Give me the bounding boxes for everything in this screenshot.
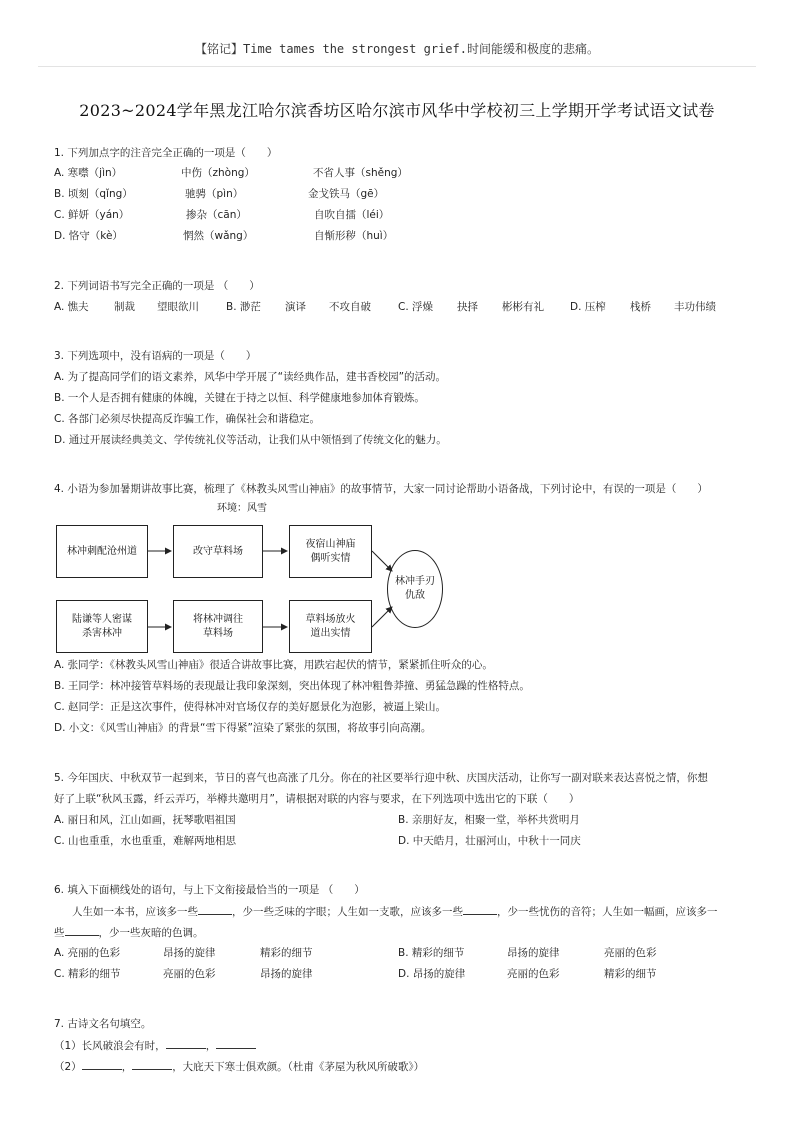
q2-item: 制裁 xyxy=(114,301,135,313)
q7-text: （2） xyxy=(54,1061,82,1073)
q2-item: D. 压榨 xyxy=(570,301,606,313)
q1-b-right: 金戈铁马（gē） xyxy=(308,188,385,200)
q1-a-left: A. 寒噤（jìn） xyxy=(54,167,123,179)
q7-text: ，大庇天下寒士俱欢颜。（杜甫《茅屋为秋风所破歌》） xyxy=(172,1061,425,1073)
q1-b-left: B. 顷刻（qǐng） xyxy=(54,188,133,200)
q2-item: B. 渺茫 xyxy=(226,301,261,313)
q6-option: 精彩的细节 xyxy=(604,968,657,980)
q6-passage-text: ，少一些忧伤的音符；人生如一幅画，应该多一 xyxy=(497,906,718,918)
flow-box-top-2: 改守草料场 xyxy=(173,525,263,578)
q3-option-c: C. 各部门必须尽快提高反诈骗工作，确保社会和谐稳定。 xyxy=(54,413,321,425)
q6-option: D. 昂扬的旋律 xyxy=(398,968,466,980)
q2-item: 抉择 xyxy=(457,301,478,313)
flow-box-top-1: 林冲刺配沧州道 xyxy=(56,525,148,578)
q7-blank-4[interactable] xyxy=(132,1059,172,1070)
q5-option-d: D. 中天皓月，壮丽河山，中秋十一同庆 xyxy=(398,835,581,847)
q4-stem: 4. 小语为参加暑期讲故事比赛，梳理了《林教头风雪山神庙》的故事情节，大家一同讨论帮助小语备战，下列讨论中，有误的一项是（ ） xyxy=(54,483,708,495)
q1-c-mid: 掺杂（cān） xyxy=(186,209,247,221)
q2-item: 丰功伟绩 xyxy=(674,301,716,313)
q6-option: 亮丽的色彩 xyxy=(604,947,657,959)
q1-a-mid: 中伤（zhòng） xyxy=(181,167,255,179)
q2-item: C. 浮燥 xyxy=(398,301,434,313)
q1-c-right: 自吹自擂（léi） xyxy=(314,209,390,221)
q6-passage-line1 xyxy=(72,904,718,919)
q6-passage-text: ，少一些乏味的字眼；人生如一支歌，应该多一些 xyxy=(232,906,463,918)
q7-text: （1）长风破浪会有时， xyxy=(54,1040,166,1052)
flow-end-oval: 林冲手刃 仇敌 xyxy=(387,550,443,628)
q7-blank-3[interactable] xyxy=(82,1059,122,1070)
q2-item: 栈桥 xyxy=(630,301,651,313)
q2-item: 演译 xyxy=(285,301,306,313)
flow-box-top-3: 夜宿山神庙 偶听实情 xyxy=(289,525,372,578)
page-title: 2023~2024学年黑龙江哈尔滨香坊区哈尔滨市风华中学校初三上学期开学考试语文试卷 xyxy=(79,101,715,120)
q7-blank-2[interactable] xyxy=(216,1038,256,1049)
q4-option-b: B. 王同学：林冲接管草料场的表现最让我印象深刻，突出体现了林冲粗鲁莽撞、勇猛急躁的性格特点。 xyxy=(54,680,530,692)
q5-option-b: B. 亲朋好友，相聚一堂，举杯共赏明月 xyxy=(398,814,580,826)
q6-stem: 6. 填入下面横线处的语句，与上下文衔接最恰当的一项是 （ ） xyxy=(54,884,365,896)
q6-blank-2[interactable] xyxy=(463,904,497,915)
q4-option-c: C. 赵同学：正是这次事件，使得林冲对官场仅存的美好愿景化为泡影，被逼上梁山。 xyxy=(54,701,447,713)
q7-blank-1[interactable] xyxy=(166,1038,206,1049)
header-divider xyxy=(38,66,756,67)
q2-stem: 2. 下列词语书写完全正确的一项是 （ ） xyxy=(54,280,260,292)
q7-line1 xyxy=(54,1038,256,1053)
q5-stem-line1: 5. 今年国庆、中秋双节一起到来，节日的喜气也高涨了几分。你在的社区要举行迎中秋、庆国庆活动，让你写一副对联来表达喜悦之情，你想 xyxy=(54,772,708,784)
q7-separator: ， xyxy=(205,1040,217,1052)
q2-item: A. 憔夫 xyxy=(54,301,89,313)
q1-c-left: C. 鲜妍（yán） xyxy=(54,209,130,221)
q4-option-d: D. 小文：《风雪山神庙》的背景“雪下得紧”渲染了紧张的氛围，将故事引向高潮。 xyxy=(54,722,432,734)
q2-item: 彬彬有礼 xyxy=(502,301,544,313)
q6-blank-1[interactable] xyxy=(198,904,232,915)
flow-box-bottom-3: 草料场放火 道出实情 xyxy=(289,600,372,653)
q1-b-mid: 驰骋（pìn） xyxy=(185,188,244,200)
q6-option: C. 精彩的细节 xyxy=(54,968,121,980)
q6-blank-3[interactable] xyxy=(65,925,99,936)
q1-d-right: 自惭形秽（huì） xyxy=(314,230,394,242)
q6-passage-text: 人生如一本书，应该多一些 xyxy=(72,906,198,918)
q6-option: 亮丽的色彩 xyxy=(507,968,560,980)
q6-option: 昂扬的旋律 xyxy=(163,947,216,959)
q4-option-a: A. 张同学：《林教头风雪山神庙》很适合讲故事比赛，用跌宕起伏的情节，紧紧抓住听众的心。 xyxy=(54,659,493,671)
q6-option: B. 精彩的细节 xyxy=(398,947,465,959)
q3-option-a: A. 为了提高同学们的语文素养，风华中学开展了“读经典作品，建书香校园”的活动。 xyxy=(54,371,447,383)
q5-option-c: C. 山也重重，水也重重，难解两地相思 xyxy=(54,835,237,847)
flow-box-bottom-2: 将林冲调往 草料场 xyxy=(173,600,263,653)
q3-option-d: D. 通过开展读经典美文、学传统礼仪等活动，让我们从中领悟到了传统文化的魅力。 xyxy=(54,434,447,446)
q6-passage-text: ，少一些灰暗的色调。 xyxy=(98,927,204,939)
q1-stem: 1. 下列加点字的注音完全正确的一项是（ ） xyxy=(54,147,278,159)
q3-option-b: B. 一个人是否拥有健康的体魄，关键在于持之以恒、科学健康地参加体育锻炼。 xyxy=(54,392,425,404)
q1-a-right: 不省人事（shěng） xyxy=(313,167,408,179)
q2-item: 不攻自破 xyxy=(329,301,371,313)
header-quote: 【铭记】Time tames the strongest grief.时间能缓和极度的悲痛。 xyxy=(195,42,599,56)
q1-d-mid: 惘然（wǎng） xyxy=(183,230,254,242)
q5-stem-line2: 好了上联“秋风玉露，纤云弄巧，举樽共邀明月”，请根据对联的内容与要求，在下列选项中选出它的下联（ ） xyxy=(54,793,580,805)
q2-item: 望眼欲川 xyxy=(157,301,199,313)
q7-line2 xyxy=(54,1059,424,1074)
q6-option: 昂扬的旋律 xyxy=(507,947,560,959)
q6-passage-line2 xyxy=(54,925,204,940)
q6-option: 精彩的细节 xyxy=(260,947,313,959)
q6-passage-text: 些 xyxy=(54,927,65,939)
q6-option: A. 亮丽的色彩 xyxy=(54,947,121,959)
diagram-env-label: 环境：风雪 xyxy=(217,503,267,514)
q7-separator: ， xyxy=(121,1061,133,1073)
q6-option: 昂扬的旋律 xyxy=(260,968,313,980)
q3-stem: 3. 下列选项中，没有语病的一项是（ ） xyxy=(54,350,257,362)
q1-d-left: D. 恪守（kè） xyxy=(54,230,123,242)
q6-option: 亮丽的色彩 xyxy=(163,968,216,980)
q7-stem: 7. 古诗文名句填空。 xyxy=(54,1018,152,1030)
flow-box-bottom-1: 陆谦等人密谋 杀害林冲 xyxy=(56,600,148,653)
q5-option-a: A. 丽日和风，江山如画，抚琴歌唱祖国 xyxy=(54,814,236,826)
